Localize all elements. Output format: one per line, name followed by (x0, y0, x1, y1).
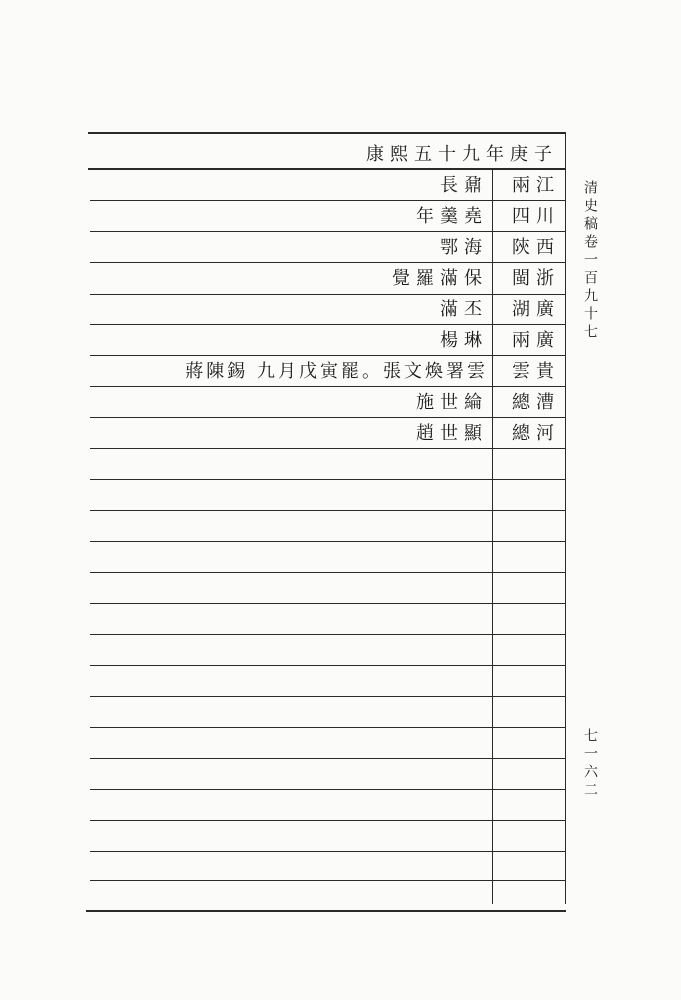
holder-cell: 鄂海 (440, 237, 488, 258)
page-number: 七一六二 (582, 728, 598, 800)
row-separator (90, 200, 565, 201)
row-separator (90, 820, 565, 821)
row-separator (90, 479, 565, 480)
holder-cell: 楊琳 (440, 330, 488, 351)
row-separator (90, 634, 565, 635)
row-separator (90, 541, 565, 542)
row-separator (90, 572, 565, 573)
row-separator (90, 262, 565, 263)
office-cell: 閩浙 (512, 268, 560, 289)
row-separator (90, 324, 565, 325)
office-cell: 陝西 (512, 237, 560, 258)
row-separator (90, 696, 565, 697)
office-cell: 總河 (512, 423, 560, 444)
holder-cell: 滿丕 (440, 299, 488, 320)
row-separator (90, 448, 565, 449)
table-bottom-border (86, 910, 566, 912)
row-separator (90, 727, 565, 728)
row-separator (90, 294, 565, 295)
office-cell: 總漕 (512, 392, 560, 413)
holder-cell: 長鼐 (440, 175, 488, 196)
row-separator (90, 510, 565, 511)
row-separator (90, 851, 565, 852)
table-right-border (565, 132, 566, 904)
reign-year-header: 康熙五十九年庚子 (366, 144, 558, 165)
office-cell: 兩廣 (512, 330, 560, 351)
row-separator (90, 665, 565, 666)
office-cell: 四川 (512, 206, 560, 227)
holder-cell: 年羹堯 (416, 206, 488, 227)
holder-cell: 施世綸 (416, 392, 488, 413)
holder-cell: 蔣陳錫 九月戊寅罷。張文煥署雲 (185, 361, 488, 382)
row-separator (90, 603, 565, 604)
row-separator (90, 789, 565, 790)
office-cell: 雲貴 (512, 361, 560, 382)
office-cell: 兩江 (512, 175, 560, 196)
row-separator (90, 355, 565, 356)
office-cell: 湖廣 (512, 299, 560, 320)
row-separator (88, 168, 566, 170)
row-separator (90, 880, 565, 881)
holder-cell: 覺羅滿保 (392, 268, 488, 289)
row-separator (90, 386, 565, 387)
table-top-border (88, 132, 566, 134)
holder-cell: 趙世顯 (416, 423, 488, 444)
row-separator (90, 417, 565, 418)
book-title-margin: 清史稿卷一百九十七 (582, 180, 598, 342)
column-divider (492, 168, 493, 904)
row-separator (90, 758, 565, 759)
row-separator (90, 231, 565, 232)
